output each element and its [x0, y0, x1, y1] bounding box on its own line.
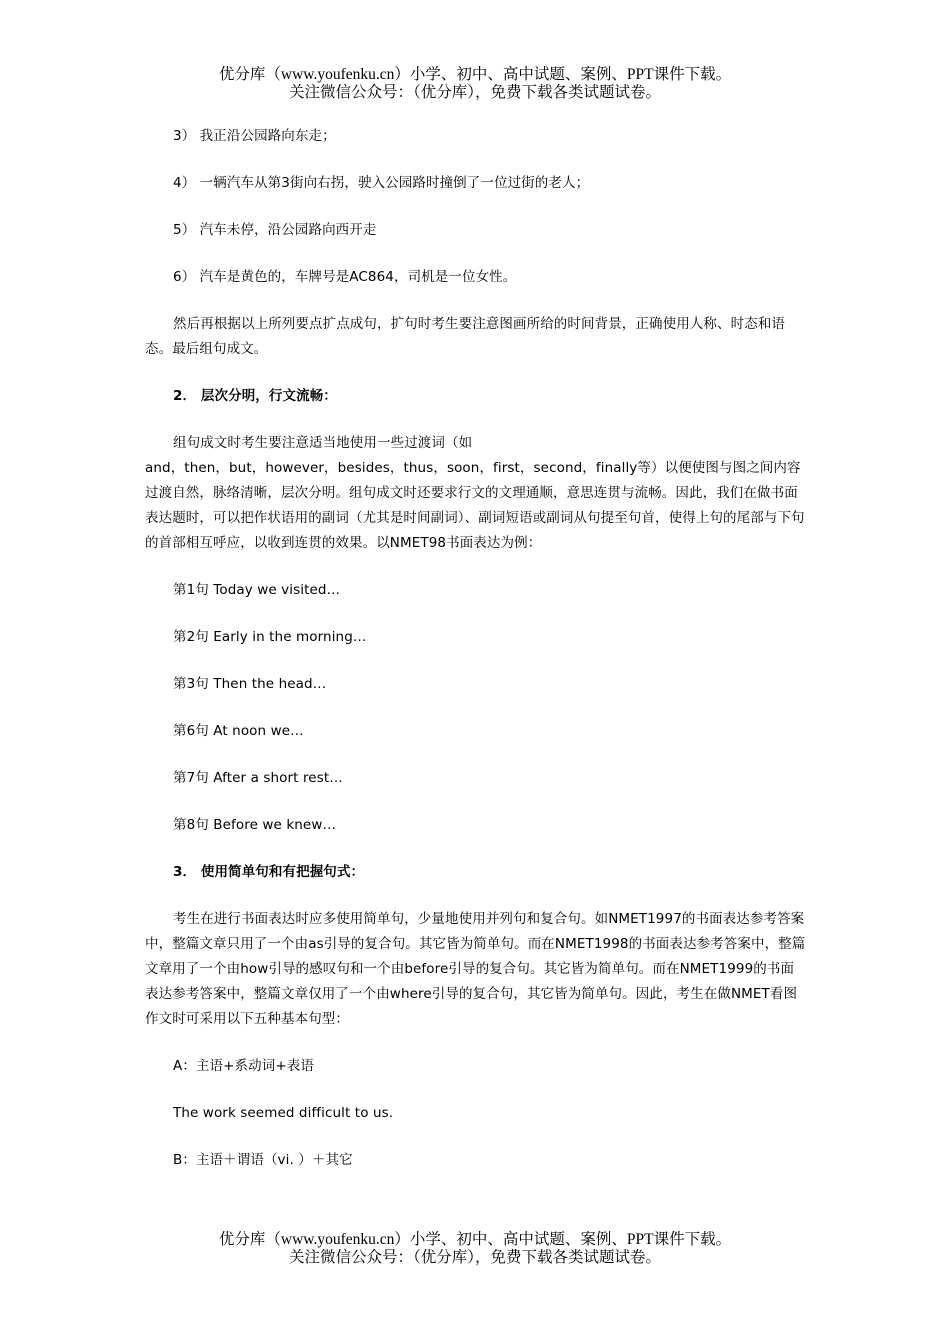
example-sentence: 第8句 Before we knew… — [173, 817, 337, 833]
page-header — [0, 66, 950, 102]
section-heading-3: 3． 使用简单句和有把握句式： — [173, 864, 365, 880]
example-sentence: 第6句 At noon we… — [173, 723, 304, 739]
example-sentence: 第2句 Early in the morning… — [173, 629, 367, 645]
paragraph-simple-sentences: 考生在进行书面表达时应多使用简单句，少量地使用并列句和复合句。如NMET1997的书面表达参考答案中，整篇文章只用了一个由as引导的复合句。其它皆为简单句。而在NMET1998的书面表达参考答案中，整篇文章用了一个由how引导的感叹句和一个由before引导的复合句。其它皆为简单句。而在NMET1999的书面表达参考答案中，整篇文章仅用了一个由where引导的复合句，其它皆为简单句。因此，考生在做NMET看图作文时可采用以下五种基本句型： — [145, 911, 806, 1027]
page-footer — [0, 1231, 950, 1267]
paragraph-transition-body: and，then，but，however，besides，thus，soon，first，second，finally等）以便使图与图之间内容过渡自然，脉络清晰，层次分明。组句成文时还要求行文的文理通顺，意思连贯与流畅。因此，我们在做书面表达题时，可以把作状语用的副词（尤其是时间副词）、副词短语或副词从句提至句首，使得上句的尾部与下句的首部相互呼应，以收到连贯的效果。以NMET98书面表达为例： — [145, 460, 805, 551]
header-line-1: 优分库（www.youfenku.cn）小学、初中、高中试题、案例、PPT课件下载。 — [218, 66, 732, 83]
paragraph-transition-lead: 组句成文时考生要注意适当地使用一些过渡词（如 — [173, 435, 473, 451]
example-sentence: 第1句 Today we visited… — [173, 582, 341, 598]
example-sentence: 第7句 After a short rest… — [173, 770, 343, 786]
list-item: 3） 我正沿公园路向东走； — [173, 128, 336, 144]
pattern-b: B：主语＋谓语（vi. ）＋其它 — [173, 1152, 353, 1168]
footer-line-2: 关注微信公众号：（优分库），免费下载各类试题试卷。 — [288, 1249, 661, 1266]
list-item: 6） 汽车是黄色的，车牌号是AC864，司机是一位女性。 — [173, 269, 517, 285]
example-sentence: 第3句 Then the head… — [173, 676, 327, 692]
paragraph-expand: 然后再根据以上所列要点扩点成句，扩句时考生要注意图画所给的时间背景，正确使用人称、时态和语态。最后组句成文。 — [145, 316, 785, 357]
list-item: 4） 一辆汽车从第3街向右拐，驶入公园路时撞倒了一位过街的老人； — [173, 175, 590, 191]
footer-line-1: 优分库（www.youfenku.cn）小学、初中、高中试题、案例、PPT课件下载。 — [218, 1231, 732, 1248]
paragraph-transition — [145, 431, 807, 556]
section-heading-2: 2． 层次分明，行文流畅： — [173, 388, 337, 404]
pattern-a-example: The work seemed difficult to us. — [173, 1105, 394, 1121]
document-body — [145, 124, 807, 1195]
pattern-a: A：主语+系动词+表语 — [173, 1058, 314, 1074]
header-line-2: 关注微信公众号：（优分库），免费下载各类试题试卷。 — [288, 84, 661, 101]
list-item: 5） 汽车未停，沿公园路向西开走 — [173, 222, 377, 238]
